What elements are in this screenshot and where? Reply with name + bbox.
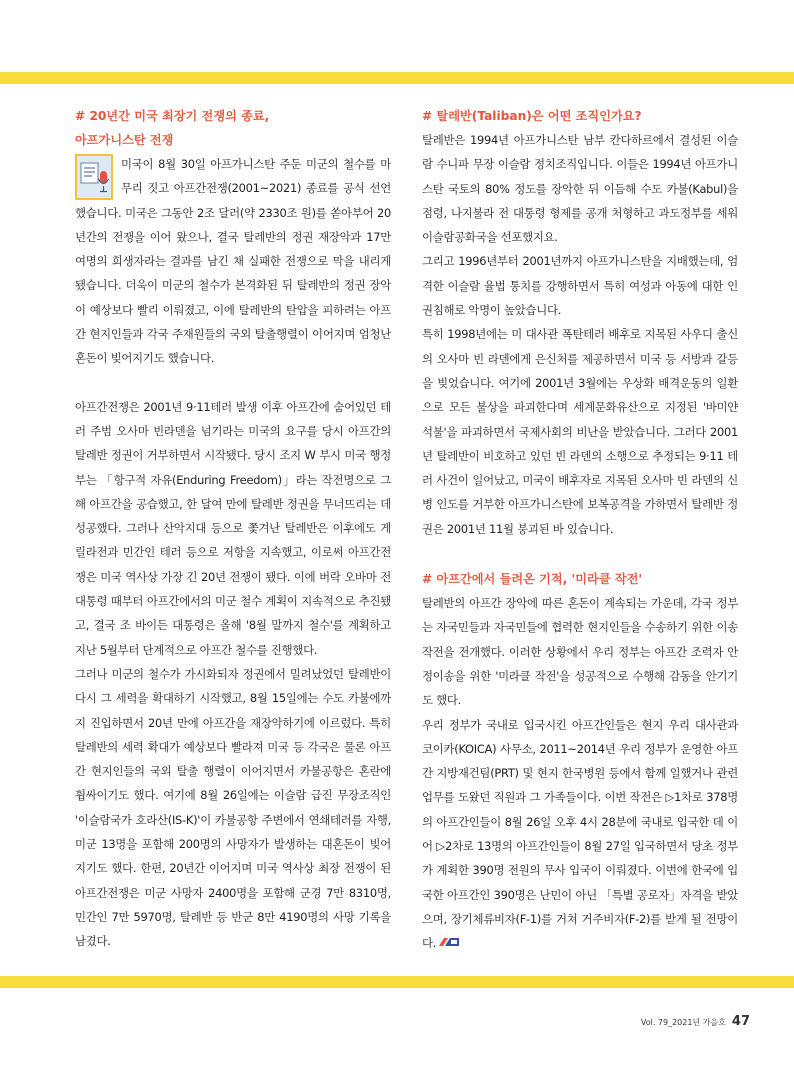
paragraph: 미국이 8월 30일 아프가니스탄 주둔 미군의 철수를 마무리 짓고 아프간전쟁(2001~2021) 종료를 공식 선언했습니다. 미국은 그동안 2조 달러(약 2330조 원)를 쏟아부어 20년간의 전쟁을 이어 왔으나, 결국 탈레반의 정권 재장악과 17만 여명의 희생자라는 결과를 남긴 채 실패한 전쟁으로 막을 내리게 됐습니다. 더욱이 미군의 철수가 본격화된 뒤 탈레반의 정권 장악이 예상보다 빨리 이뤄졌고, 이에 탈레반의 탄압을 피하려는 아프간 현지인들과 각국 주재원들의 국외 탈출행렬이 이어지며 엄청난 혼돈이 빚어지기도 했습니다. [75,157,391,366]
right-column [422,104,738,956]
paragraph: 탈레반은 1994년 아프가니스탄 남부 칸다하르에서 결성된 이슬람 수니파 무장 이슬람 정치조직입니다. 이들은 1994년 아프가니스탄 국토의 80% 정도를 장악한 뒤 이듬해 수도 카불(Kabul)을 점령, 나지불라 전 대통령 형제를 공개 처형하고 과도정부를 세워 이슬람공화국을 선포했지요. [422,133,738,245]
section-heading-afghan-war: # 20년간 미국 최장기 전쟁의 종료, 아프가니스탄 전쟁 [75,109,270,147]
section-heading-miracle-operation: # 아프간에서 들려온 기적, '미라클 작전' [422,572,643,587]
page-footer [641,1014,750,1029]
section-heading-taliban: # 탈레반(Taliban)은 어떤 조직인가요? [422,109,642,123]
paragraph: 탈레반의 아프간 장악에 따른 혼돈이 계속되는 가운데, 각국 정부는 자국민들과 자국민들에 협력한 현지인들을 수송하기 위한 이송작전을 전개했다. 이러한 상황에서 우리 정부는 아프간 조력자 안정이송을 위한 '미라클 작전'을 성공적으로 수행해 감동을 안기기도 했다. [422,596,738,708]
top-yellow-band [0,72,794,84]
bottom-yellow-band [0,976,794,988]
end-mark-logo [438,932,460,956]
paragraph: 아프간전쟁은 2001년 9·11테러 발생 이후 아프간에 숨어있던 테러 주범 오사마 빈라덴을 넘기라는 미국의 요구를 당시 아프간의 탈레반 정권이 거부하면서 시작됐다. 당시 조지 W 부시 미국 행정부는 「항구적 자유(Enduring Freedom)」라는 작전명으로 그해 아프간을 공습했고, 한 달여 만에 탈레반 정권을 무너뜨리는 데 성공했다. 그러나 산악지대 등으로 쫓겨난 탈레반은 이후에도 게릴라전과 민간인 테러 등으로 저항을 지속했고, 이로써 아프간전쟁은 미국 역사상 가장 긴 20년 전쟁이 됐다. 이에 버락 오바마 전 대통령 때부터 아프간에서의 미군 철수 계획이 지속적으로 추진됐고, 결국 조 바이든 대통령은 올해 '8월 말까지 철수'를 계획하고 지난 5월부터 단계적으로 아프간 철수를 진행했다. [75,399,391,657]
paragraph [422,713,738,956]
podcast-microphone-icon [75,154,113,200]
paragraph-text: 우리 정부가 국내로 입국시킨 아프간인들은 현지 우리 대사관과 코이카(KOICA) 사무소, 2011~2014년 우리 정부가 운영한 아프간 지방재건팀(PRT) 및 현지 한국병원 등에서 함께 일했거나 관련 업무를 도왔던 직원과 그 가족들이다. 이번 작전은 ▷1차로 378명의 아프간인들이 8월 26일 오후 4시 28분에 국내로 입국한 데 이어 ▷2차로 13명의 아프간인들이 8월 27일 입국하면서 당초 정부가 계획한 390명 전원의 무사 입국이 이뤄졌다. 이번에 한국에 입국한 아프간인 390명은 난민이 아닌 「특별 공로자」자격을 받았으며, 장기체류비자(F-1)를 거쳐 거주비자(F-2)를 받게 될 전망이다. [422,717,738,951]
paragraph: 그리고 1996년부터 2001년까지 아프가니스탄을 지배했는데, 엄격한 이슬람 율법 통치를 강행하면서 특히 여성과 아동에 대한 인권침해로 악명이 높았습니다. [422,254,738,318]
left-column [75,104,391,954]
page-number: 47 [731,1014,750,1029]
issue-label: Vol. 79_2021년 가을호 [640,1018,726,1027]
paragraph: 특히 1998년에는 미 대사관 폭탄테러 배후로 지목된 사우디 출신의 오사마 빈 라덴에게 은신처를 제공하면서 미국 등 서방과 갈등을 빚었습니다. 여기에 2001년 3월에는 우상화 배격운동의 일환으로 모든 불상을 파괴한다며 세계문화유산으로 지정된 '바미얀 석불'을 파괴하면서 국제사회의 비난을 받았습니다. 그러다 2001년 탈레반이 비호하고 있던 빈 라덴의 소행으로 추정되는 9·11 테러 사건이 일어났고, 미국이 배후자로 지목된 오사마 빈 라덴의 신병 인도를 거부한 아프가니스탄에 보복공격을 가하면서 탈레반 정권은 2001년 11월 붕괴된 바 있습니다. [422,327,738,536]
paragraph: 그러나 미군의 철수가 가시화되자 정권에서 밀려났었던 탈레반이 다시 그 세력을 확대하기 시작했고, 8월 15일에는 수도 카불에까지 진입하면서 20년 만에 아프간을 재장악하기에 이르렀다. 특히 탈레반의 세력 확대가 예상보다 빨라져 미국 등 각국은 물론 아프간 현지인들의 국외 탈출 행렬이 이어지면서 카불공항은 혼란에 휩싸이기도 했다. 여기에 8월 26일에는 이슬람 급진 무장조직인 '이슬람국가 호라산(IS-K)'이 카불공항 주변에서 연쇄테러를 자행, 미군 13명을 포함해 200명의 사망자가 발생하는 대혼돈이 빚어지기도 했다. 한편, 20년간 이어지며 미국 역사상 최장 전쟁이 된 아프간전쟁은 미군 사망자 2400명을 포함해 군경 7만 8310명, 민간인 7만 5970명, 탈레반 등 반군 8만 4190명의 사망 기록을 남겼다. [75,666,391,949]
